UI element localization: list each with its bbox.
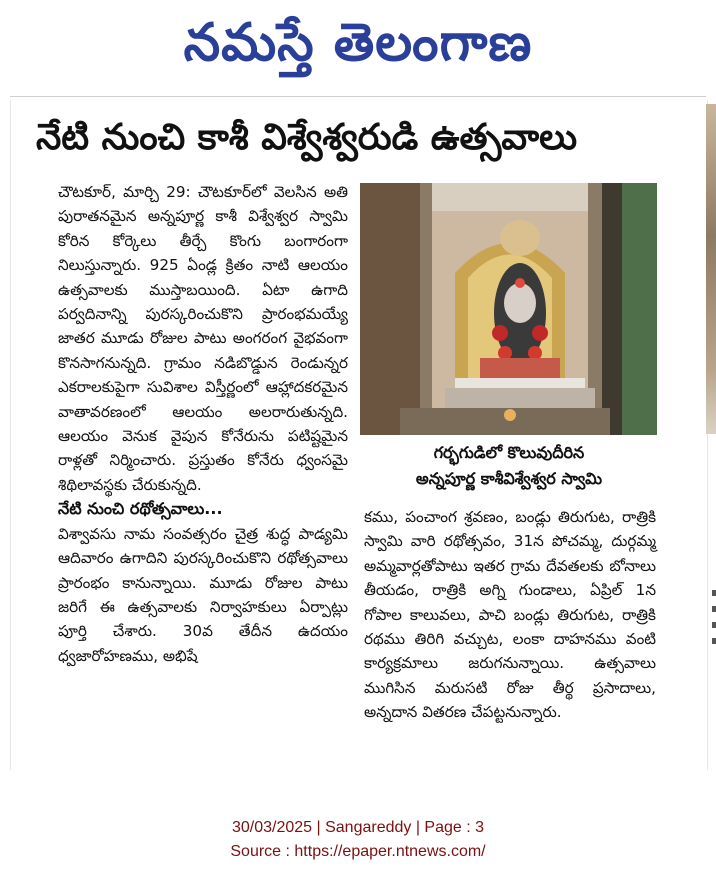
article-body-left: విశ్వావసు నామ సంవత్సరం చైత్ర శుద్ధ పాడ్యమి ఆదివారం ఉగాదిని పురస్కరించుకొని రథోత్సవాలు ప్రారంభం కానున్నాయి. మూడు రోజుల పాటు జరిగే ఈ ఉత్సవాలకు నిర్వాహకులు ఏర్పాట్లు పూర్తి చేశారు. 30వ తేదీన ఉదయం ధ్వజారోహణము, అభిషే — [58, 524, 348, 665]
article-headline: నేటి నుంచి కాశీ విశ్వేశ్వరుడి ఉత్సవాలు — [36, 117, 578, 158]
adjacent-text-edge — [710, 580, 716, 720]
footer-date-edition-page: 30/03/2025 | Sangareddy | Page : 3 — [231, 819, 485, 836]
photo-caption-line-2: అన్నపూర్ణ కాశీవిశ్వేశ్వర స్వామి — [415, 469, 603, 488]
page-footer — [0, 816, 716, 864]
adjacent-photo-edge — [706, 104, 716, 434]
temple-deity-photo — [360, 183, 657, 435]
photo-caption — [362, 440, 656, 492]
masthead — [0, 0, 716, 90]
top-divider — [10, 96, 706, 97]
left-column — [58, 180, 348, 668]
photo-caption-line-1: గర్భగుడిలో కొలువుదీరిన — [433, 443, 585, 462]
newspaper-logo-title: నమస్తే తెలంగాణ — [183, 13, 533, 73]
article-body-right: కము, పంచాంగ శ్రవణం, బండ్లు తిరుగుట, రాత్రికి స్వామి వారి రథోత్సవం, 31న పోచమ్మ, దుర్గమ్మ అమ్మవార్లతోపాటు ఇతర గ్రామ దేవతలకు బోనాలు తీయడం, రాత్రికి అగ్ని గుండాలు, ఏప్రిల్ 1న గోపాల కాలువలు, పాచి బండ్లు తిరుగుట, రాత్రికి రథము తిరిగి వచ్చుట, లంకా దాహనము వంటి కార్యక్రమాలు జరుగనున్నాయి. ఉత్సవాలు ముగిసిన మరుసటి రోజు తీర్థ ప్రసాదాలు, అన్నదాన వితరణ చేపట్టనున్నారు. — [364, 508, 656, 722]
article-lead-paragraph: చౌటకూర్, మార్చి 29: చౌటకూర్‌లో వెలసిన అతి పురాతనమైన అన్నపూర్ణ కాశీ విశ్వేశ్వర స్వామి కోరిన కోర్కెలు తీర్చే కొంగు బంగారంగా నిలుస్తున్నారు. 925 ఏండ్ల క్రితం నాటి ఆలయం ఉత్సవాలకు ముస్తాబయింది. ఏటా ఉగాది పర్వదినాన్ని పురస్కరించుకొని ప్రారంభమయ్యే జాతర మూడు రోజుల పాటు అంగరంగ వైభవంగా కొనసాగనున్నది. గ్రామం నడిబొడ్డున రెండున్నర ఎకరాలకుపైగా సువిశాల విస్తీర్ణంలో ఆహ్లాదకరమైన వాతావరణంలో ఆలయం అలరారుతున్నది. ఆలయం వెనుక వైపున కోనేరును పటిష్టమైన రాళ్లతో నిర్మించారు. ప్రస్తుతం కోనేరు ధ్వంసమై శిథిలావస్థకు చేరుకున్నది. — [58, 183, 348, 494]
temple-photo-illustration — [360, 183, 657, 435]
article-subheading: నేటి నుంచి రథోత్సవాలు... — [58, 499, 223, 519]
right-column — [364, 505, 656, 725]
footer-source-link[interactable]: Source : https://epaper.ntnews.com/ — [230, 843, 486, 860]
